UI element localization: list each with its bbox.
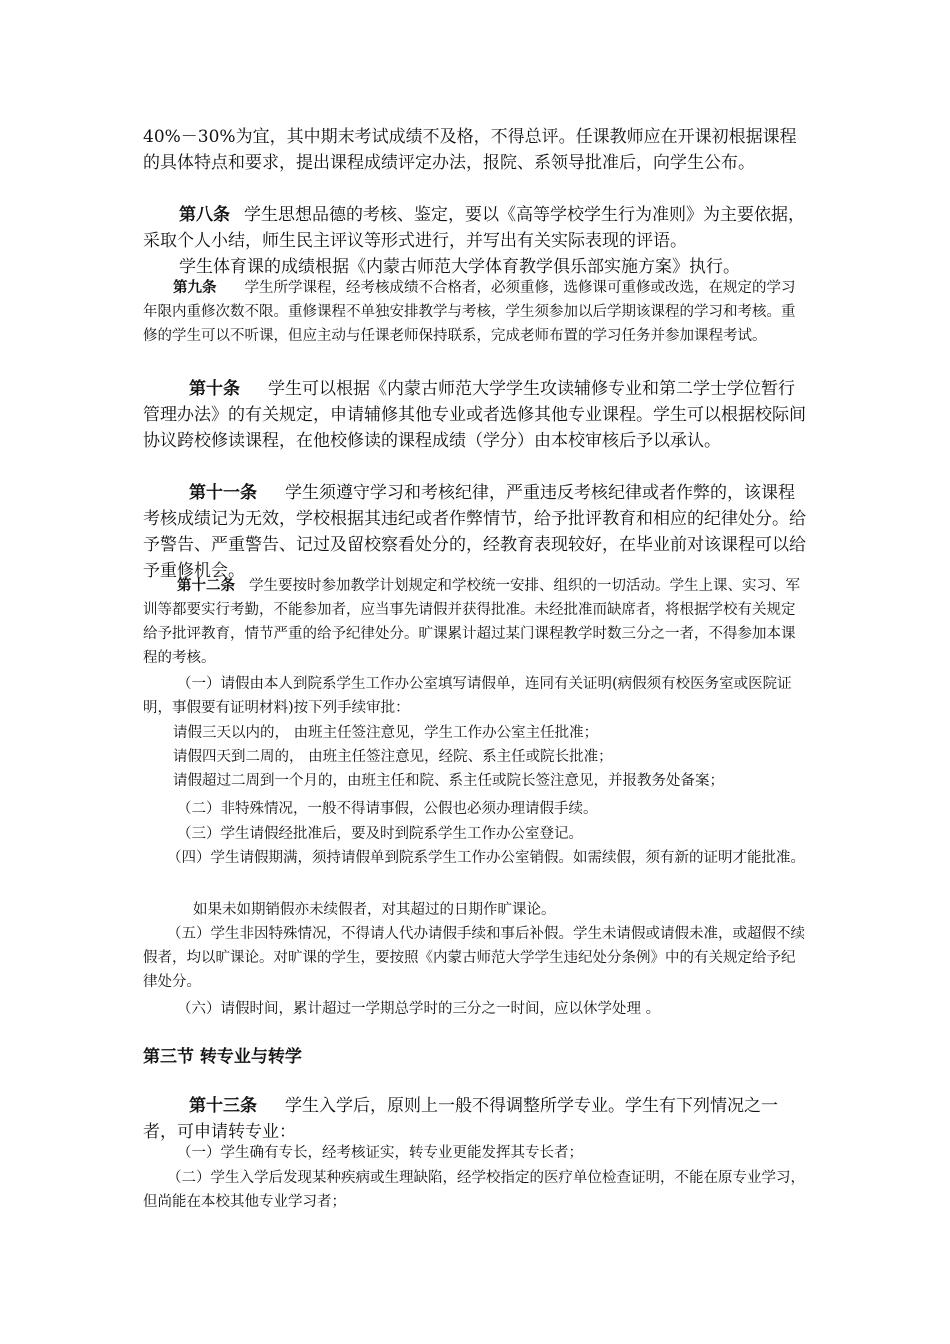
transfer-item-2: （二）学生入学后发现某种疾病或生理缺陷，经学校指定的医疗单位检查证明，不能在原专业学习，但尚能在本校其他专业学习者； <box>143 1170 805 1210</box>
article-8-label: 第八条 <box>179 205 230 225</box>
section-heading: 第三节 转专业与转学 <box>143 1047 302 1067</box>
leave-item-4: （四）学生请假期满，须持请假单到院系学生工作办公室销假。如需续假，须有新的证明才能批准。 <box>167 850 805 866</box>
article-11 <box>143 480 808 584</box>
article-10-label: 第十条 <box>189 379 240 399</box>
article-13-label: 第十三条 <box>189 1096 257 1116</box>
leave-item-6: （六）请假时间，累计超过一学期总学时的三分之一时间，应以休学处理 。 <box>177 1001 661 1017</box>
article-10-text: 学生可以根据《内蒙古师范大学学生攻读辅修专业和第二学士学位暂行管理办法》的有关规定，申请辅修其他专业或者选修其他专业课程。学生可以根据校际间协议跨校修读课程，在他校修读的课程成绩（学分）由本校审核后予以承认。 <box>143 379 806 451</box>
leave-item-1a: 请假三天以内的， 由班主任签注意见，学生工作办公室主任批准； <box>173 725 599 741</box>
leave-item-3: （三）学生请假经批准后，要及时到院系学生工作办公室登记。 <box>177 826 583 842</box>
article-13 <box>143 1093 808 1145</box>
paragraph-pe-grades: 学生体育课的成绩根据《内蒙古师范大学体育教学俱乐部实施方案》执行。 <box>179 257 740 277</box>
article-8 <box>143 202 808 254</box>
article-11-label: 第十一条 <box>189 483 257 503</box>
leave-item-5: （五）学生非因特殊情况，不得请人代办请假手续和事后补假。学生未请假或请假未准，或超假不续假者，均以旷课论。对旷课的学生，要按照《内蒙古师范大学学生违纪处分条例》中的有关规定给予纪律处分。 <box>143 926 805 990</box>
article-13-text: 学生入学后，原则上一般不得调整所学专业。学生有下列情况之一者，可申请转专业： <box>143 1096 778 1142</box>
paragraph-grading-ratio: 40%－30%为宜，其中期末考试成绩不及格，不得总评。任课教师应在开课初根据课程的具体特点和要求，提出课程成绩评定办法，报院、系领导批准后，向学生公布。 <box>143 127 797 173</box>
article-11-text: 学生须遵守学习和考核纪律，严重违反考核纪律或者作弊的，该课程考核成绩记为无效，学校根据其违纪或者作弊情节，给予批评教育和相应的纪律处分。给予警告、严重警告、记过及留校察看处分的，经教育表现较好，在毕业前对该课程可以给予重修机会。 <box>143 483 806 581</box>
article-9 <box>143 276 808 348</box>
leave-item-1b: 请假四天到二周的， 由班主任签注意见，经院、系主任或院长批准； <box>173 749 613 765</box>
article-12 <box>143 574 808 670</box>
article-12-text: 学生要按时参加教学计划规定和学校统一安排、组织的一切活动。学生上课、实习、军训等都要实行考勤，不能参加者，应当事先请假并获得批准。未经批准而缺席者，将根据学校有关规定给予批评教育，情节严重的给予纪律处分。旷课累计超过某门课程教学时数三分之一者，不得参加本课程的考核。 <box>143 578 800 666</box>
article-9-text: 学生所学课程，经考核成绩不合格者，必须重修，选修课可重修或改选，在规定的学习年限内重修次数不限。重修课程不单独安排教学与考核，学生须参加以后学期该课程的学习和考核。重修的学生可以不听课，但应主动与任课老师保持联系，完成老师布置的学习任务并参加课程考试。 <box>143 280 796 344</box>
article-9-label: 第九条 <box>173 279 217 296</box>
transfer-item-1: （一）学生确有专长，经考核证实，转专业更能发挥其专长者； <box>177 1145 583 1161</box>
article-10 <box>143 376 808 454</box>
leave-item-1c: 请假超过二周到一个月的，由班主任和院、系主任或院长签注意见，并报教务处备案； <box>173 773 724 789</box>
leave-item-4-note: 如果未如期销假亦未续假者，对其超过的日期作旷课论。 <box>193 902 556 918</box>
leave-item-1: （一）请假由本人到院系学生工作办公室填写请假单，连同有关证明(病假须有校医务室或医院证明，事假要有证明材料)按下列手续审批： <box>143 676 792 716</box>
article-12-label: 第十二条 <box>177 577 235 594</box>
article-8-text: 学生思想品德的考核、鉴定，要以《高等学校学生行为准则》为主要依据，采取个人小结，师生民主评议等形式进行，并写出有关实际表现的评语。 <box>143 205 805 251</box>
leave-item-2: （二）非特殊情况，一般不得请事假，公假也必须办理请假手续。 <box>177 801 598 817</box>
